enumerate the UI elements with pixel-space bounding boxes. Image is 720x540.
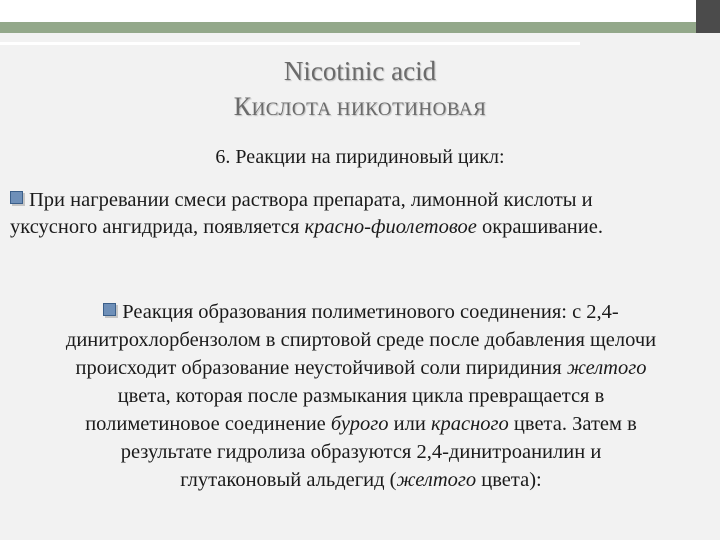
bullet2-line6: результате гидролиза образуются 2,4-динитроанилин и — [120, 441, 602, 463]
top-bar-dark — [696, 0, 720, 33]
title-russian-rest: ИСЛОТА НИКОТИНОВАЯ — [251, 99, 487, 120]
bullet2-line3 — [8, 354, 714, 382]
bullet2-line1 — [8, 298, 714, 326]
bullet1-line2 — [10, 214, 712, 241]
subheading: 6. Реакции на пиридиновый цикл: — [215, 146, 505, 168]
bullet2-line7 — [8, 466, 714, 494]
bullet2-line5 — [8, 410, 714, 438]
bullet2-line1-text: Реакция образования полиметинового соединения: с 2,4- — [122, 301, 619, 323]
bullet1-line2-end: окрашивание. — [476, 216, 603, 238]
title-russian — [0, 92, 720, 122]
bullet2-line5-italic1: бурого — [330, 413, 389, 435]
bullet1-line2-text: уксусного ангидрида, появляется — [10, 216, 305, 238]
square-bullet-icon — [10, 191, 23, 204]
square-bullet-icon — [103, 303, 116, 316]
bullet2-line5-text: полиметиновое соединение — [85, 413, 331, 435]
top-bar-green — [0, 22, 720, 33]
bullet2-line2: динитрохлорбензолом в спиртовой среде после добавления щелочи — [65, 329, 657, 351]
bullet2-line5-italic2: красного — [430, 413, 509, 435]
bullet1-line1-text: При нагревании смеси раствора препарата, лимонной кислоты и — [29, 189, 593, 211]
bullet2-line7-italic: желтого — [396, 469, 477, 491]
bullet2-line7-end: цвета): — [476, 469, 542, 491]
title-rule — [0, 42, 580, 45]
title-latin: Nicotinic acid — [283, 56, 437, 86]
bullet-paragraph-2 — [8, 298, 714, 494]
bullet2-line4: цвета, которая после размыкания цикла превращается в — [117, 385, 605, 407]
title-russian-initial: К — [233, 92, 252, 121]
bullet1-line1 — [10, 187, 712, 214]
bullet1-italic: красно-фиолетовое — [304, 216, 477, 238]
bullet2-line7-text: глутаконовый альдегид ( — [180, 469, 397, 491]
bullet2-line3-text: происходит образование неустойчивой соли пиридиния — [75, 357, 567, 379]
bullet2-line5-mid: или — [388, 413, 431, 435]
top-bar-light — [0, 0, 720, 22]
bullet2-line3-italic: желтого — [566, 357, 647, 379]
bullet2-line5-end: цвета. Затем в — [508, 413, 637, 435]
bullet-paragraph-1 — [10, 187, 712, 241]
